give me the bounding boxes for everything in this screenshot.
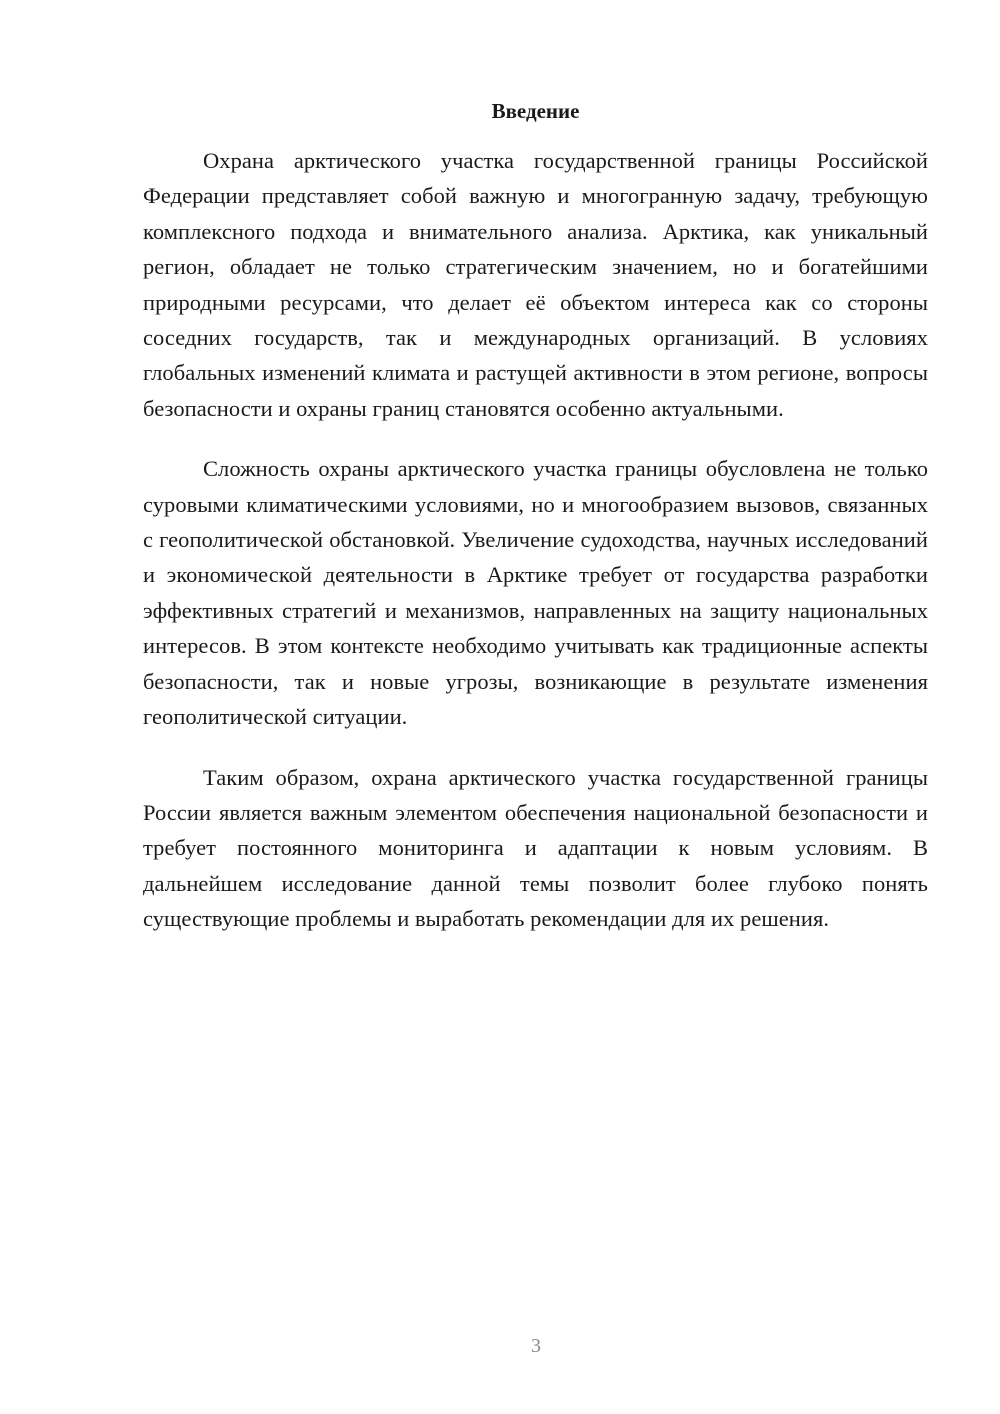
paragraph-3: Таким образом, охрана арктического участка государственной границы России является важным элементом обеспечения национальной безопасности и требует постоянного мониторинга и адаптации к новым условиям. В дальнейшем исследование данной темы позволит более глубоко понять существующие проблемы и выработать рекомендации для их решения. — [143, 764, 928, 932]
paragraph-2: Сложность охраны арктического участка границы обусловлена не только суровыми климатическими условиями, но и многообразием вызовов, связанных с геополитической обстановкой. Увеличение судоходства, научных исследований и экономической деятельности в Арктике требует от государства разработки эффективных стратегий и механизмов, направленных на защиту национальных интересов. В этом контексте необходимо учитывать как традиционные аспекты безопасности, так и новые угрозы, возникающие в результате изменения геополитической ситуации. — [143, 456, 928, 730]
body-text — [143, 143, 928, 937]
paragraph-1: Охрана арктического участка государственной границы Российской Федерации представляет собой важную и многогранную задачу, требующую комплексного подхода и внимательного анализа. Арктика, как уникальный регион, обладает не только стратегическим значением, но и богатейшими природными ресурсами, что делает её объектом интереса как со стороны соседних государств, так и международных организаций. В условиях глобальных изменений климата и растущей активности в этом регионе, вопросы безопасности и охраны границ становятся особенно актуальными. — [143, 148, 928, 421]
page-number: 3 — [531, 1335, 541, 1357]
section-heading: Введение — [491, 99, 580, 123]
